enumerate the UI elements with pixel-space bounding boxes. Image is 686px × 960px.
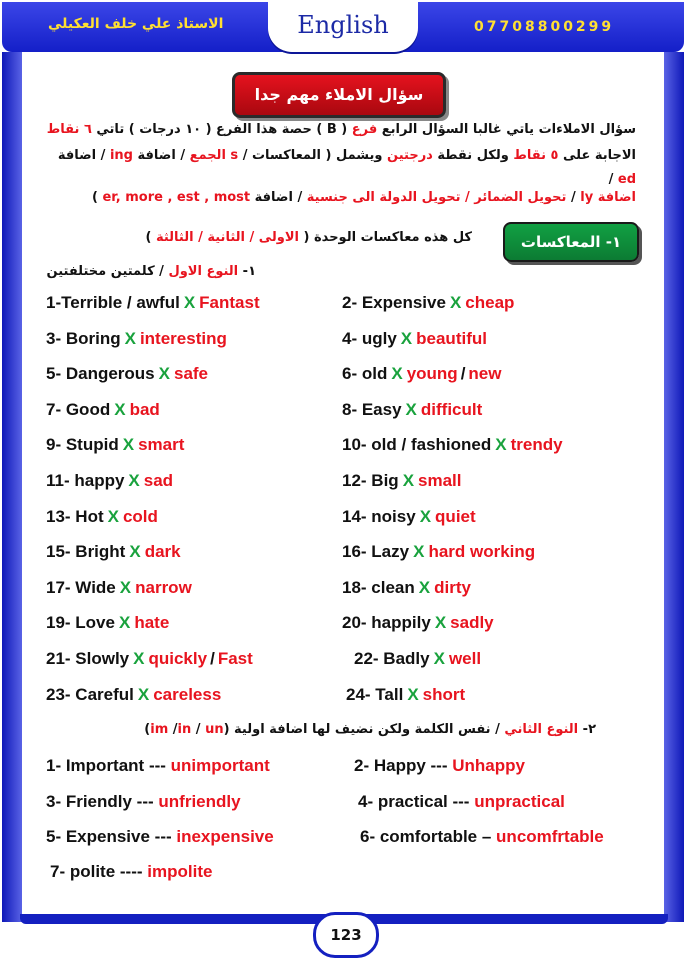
pair-word: 15- Bright [46,542,126,562]
pair-word: 3- Boring [46,328,121,348]
pair-slash: / [210,649,215,668]
intro-text: ولكل نقطة [432,148,514,163]
antonym-pair [342,364,501,384]
pair-antonym: unfriendly [158,792,241,811]
prefix-sep: ) [144,722,151,737]
intro-text: / اضافة [250,190,307,205]
pair-alt-antonym: new [468,364,502,384]
section-desc-units: الاولى / الثانية / الثالثة [155,230,300,245]
antonym-pair [342,542,535,562]
antonym-pair [342,400,482,420]
intro-text: / [566,190,581,205]
pair-word: 7- Good [46,399,111,419]
intro-text: / اضافة [57,148,110,163]
title-badge [232,72,446,118]
x-mark: X [418,577,431,597]
type1-heading [40,264,256,279]
pair-word: 14- noisy [342,506,416,526]
antonym-pair [46,649,253,669]
antonym-pair [46,364,208,384]
x-mark: X [449,293,462,312]
antonym-pair [46,542,181,562]
intro-line-1 [36,118,636,142]
intro-text: الاجابة على [558,148,636,163]
antonym-pair [342,471,462,491]
pair-word: 24- Tall [346,684,404,704]
pair-antonym: Fantast [199,293,260,312]
intro-text: ويشمل ( المعاكسات / [238,148,388,163]
pair-antonym: trendy [510,435,563,455]
pair-antonym: cheap [465,293,515,312]
pair-word: 3- Friendly --- [46,792,159,811]
pair-word: 2- Happy --- [354,756,453,775]
type2-number: ٢- [578,722,596,737]
pair-word: 20- happily [342,613,431,633]
intro-highlight: ly [580,190,594,205]
pair-antonym: beautiful [416,328,487,348]
pair-antonym: difficult [420,399,483,419]
pair-antonym: smart [138,435,185,455]
x-mark: X [118,613,131,633]
pair-antonym: dark [144,542,181,562]
pair-word: 10- old / fashioned [342,435,492,455]
pair-antonym: quickly [148,649,208,668]
subject-label: English [297,11,389,39]
x-mark: X [391,364,403,384]
antonym-pair [46,613,169,633]
antonym-pair [46,471,173,491]
section-antonyms-badge [503,222,639,262]
pair-word: 7- polite ---- [50,862,148,881]
prefix-pair [50,862,212,882]
page-title: سؤال الاملاء مهم جدا [254,85,424,104]
x-mark: X [407,684,419,704]
pair-word: 8- Easy [342,399,402,419]
pair-antonym: careless [153,684,222,704]
prefix-pair [46,827,274,847]
intro-highlight: er, more , est , most [102,190,251,205]
section-antonyms-label: ١- المعاكسات [520,233,622,251]
pair-antonym: small [418,471,462,490]
antonym-pair [46,293,260,313]
intro-line-3 [36,186,636,210]
pair-slash: / [460,364,466,384]
pair-word: 1-Terrible / awful [46,293,180,312]
prefix-pair [358,792,565,812]
x-mark: X [124,328,136,348]
prefix-sep: / [168,722,178,737]
intro-highlight: اضافة [593,190,636,205]
pair-antonym: hard working [428,542,536,562]
antonym-pair [342,613,494,633]
antonym-pair [46,578,192,598]
type1-number: ١- [238,264,256,279]
pair-word: 4- ugly [342,328,397,348]
type2-heading [40,722,596,737]
pair-antonym: safe [173,364,209,384]
antonym-pair [342,507,476,527]
prefix-in: in [177,722,192,737]
antonym-pair [342,578,471,598]
intro-highlight: ing [109,148,133,163]
antonym-pair [46,435,184,455]
pair-word: 16- Lazy [342,542,410,562]
pair-antonym: Unhappy [452,756,525,775]
antonym-pair [46,329,227,349]
antonym-pair [342,435,563,455]
pair-antonym: sadly [450,613,494,633]
x-mark: X [419,506,432,526]
intro-text: سؤال الاملاءات ياتي غالبا السؤال الرابع [377,122,636,137]
antonym-pair [46,400,160,420]
pair-antonym: cold [122,506,158,526]
intro-line-2 [36,144,636,192]
pair-word: 1- Important --- [46,756,171,775]
section-description [112,230,472,245]
pair-antonym: uncomfrtable [496,827,604,846]
pair-word: 2- Expensive [342,293,446,312]
pair-antonym: well [448,649,482,668]
phone-number: 07708800299 [474,19,615,35]
antonym-pair [46,507,158,527]
pair-antonym: unimportant [170,756,270,775]
pair-word: 13- Hot [46,506,104,526]
pair-antonym: sad [143,471,174,490]
teacher-name: الاستاذ علي خلف العكيلي [48,16,224,32]
pair-antonym: bad [129,399,160,419]
pair-antonym: dirty [434,577,471,597]
x-mark: X [128,471,140,490]
pair-antonym: unpractical [474,792,565,811]
pair-word: 21- Slowly [46,649,130,668]
prefix-pair [360,827,604,847]
x-mark: X [433,649,445,668]
x-mark: X [129,542,141,562]
x-mark: X [183,293,196,312]
pair-word: 19- Love [46,613,115,633]
intro-text: ) [91,190,103,205]
pair-word: 5- Dangerous [46,364,155,384]
left-border [2,52,22,922]
pair-word: 12- Big [342,471,399,490]
pair-antonym: inexpensive [176,827,274,846]
pair-word: 4- practical --- [358,792,475,811]
x-mark: X [405,399,417,419]
pair-word: 5- Expensive --- [46,827,177,846]
type1-name: النوع الاول [168,264,239,279]
x-mark: X [133,649,145,668]
pair-word: 9- Stupid [46,435,119,455]
pair-antonym: quiet [435,506,476,526]
intro-highlight: فرع [351,122,378,137]
antonym-pair [342,293,514,313]
intro-text: / اضافة [132,148,190,163]
antonym-pair [346,685,465,705]
antonym-pair [46,685,221,705]
prefix-un: un [205,722,224,737]
pair-antonym: hate [134,613,170,633]
intro-highlight: ٦ نقاط [46,122,92,137]
intro-highlight: ed [617,172,636,187]
x-mark: X [434,613,447,633]
prefix-pair [46,756,270,776]
pair-word: 23- Careful [46,684,134,704]
page-number: 123 [313,912,379,958]
type2-desc: / نفس الكلمة ولكن نضيف لها اضافة اولية ( [223,722,505,737]
type1-desc: / كلمتين مختلفتين [46,264,169,279]
x-mark: X [402,471,415,490]
x-mark: X [119,577,132,597]
pair-word: 11- happy [46,471,125,490]
section-desc-text: كل هذه معاكسات الوحدة ( [299,230,472,245]
pair-word: 6- old [342,364,388,384]
intro-text: حصة هذا الفرع ( ١٠ درجات ) تاتي [91,122,312,137]
pair-antonym: young [406,364,458,384]
type2-name: النوع الثاني [504,722,579,737]
intro-highlight: ٥ نقاط [513,148,559,163]
x-mark: X [413,542,425,562]
pair-word: 6- comfortable – [360,827,497,846]
pair-antonym: interesting [139,328,227,348]
pair-alt-antonym: Fast [217,649,253,668]
x-mark: X [158,364,170,384]
right-border [664,52,684,922]
x-mark: X [114,399,126,419]
pair-antonym: narrow [135,577,192,597]
subject-tab [268,0,418,52]
section-desc-text: ) [145,230,156,245]
x-mark: X [122,435,135,455]
pair-word: 18- clean [342,577,415,597]
antonym-pair [342,329,487,349]
x-mark: X [400,328,413,348]
x-mark: X [495,435,507,455]
pair-word: 22- Badly [354,649,430,668]
prefix-im: im [150,722,169,737]
antonym-pair [354,649,481,669]
pair-antonym: short [422,684,466,704]
x-mark: X [137,684,150,704]
intro-highlight: تحويل الضمائر / تحويل الدولة الى جنسية [306,190,567,205]
prefix-pair [46,792,241,812]
pair-word: 17- Wide [46,577,116,597]
intro-text: / [608,172,618,187]
intro-text: ( B ) [311,122,352,137]
intro-highlight: درجتين [387,148,433,163]
intro-highlight: s الجمع [189,148,239,163]
pair-antonym: impolite [147,862,213,881]
prefix-pair [354,756,525,776]
x-mark: X [107,506,119,526]
prefix-sep: / [191,722,206,737]
